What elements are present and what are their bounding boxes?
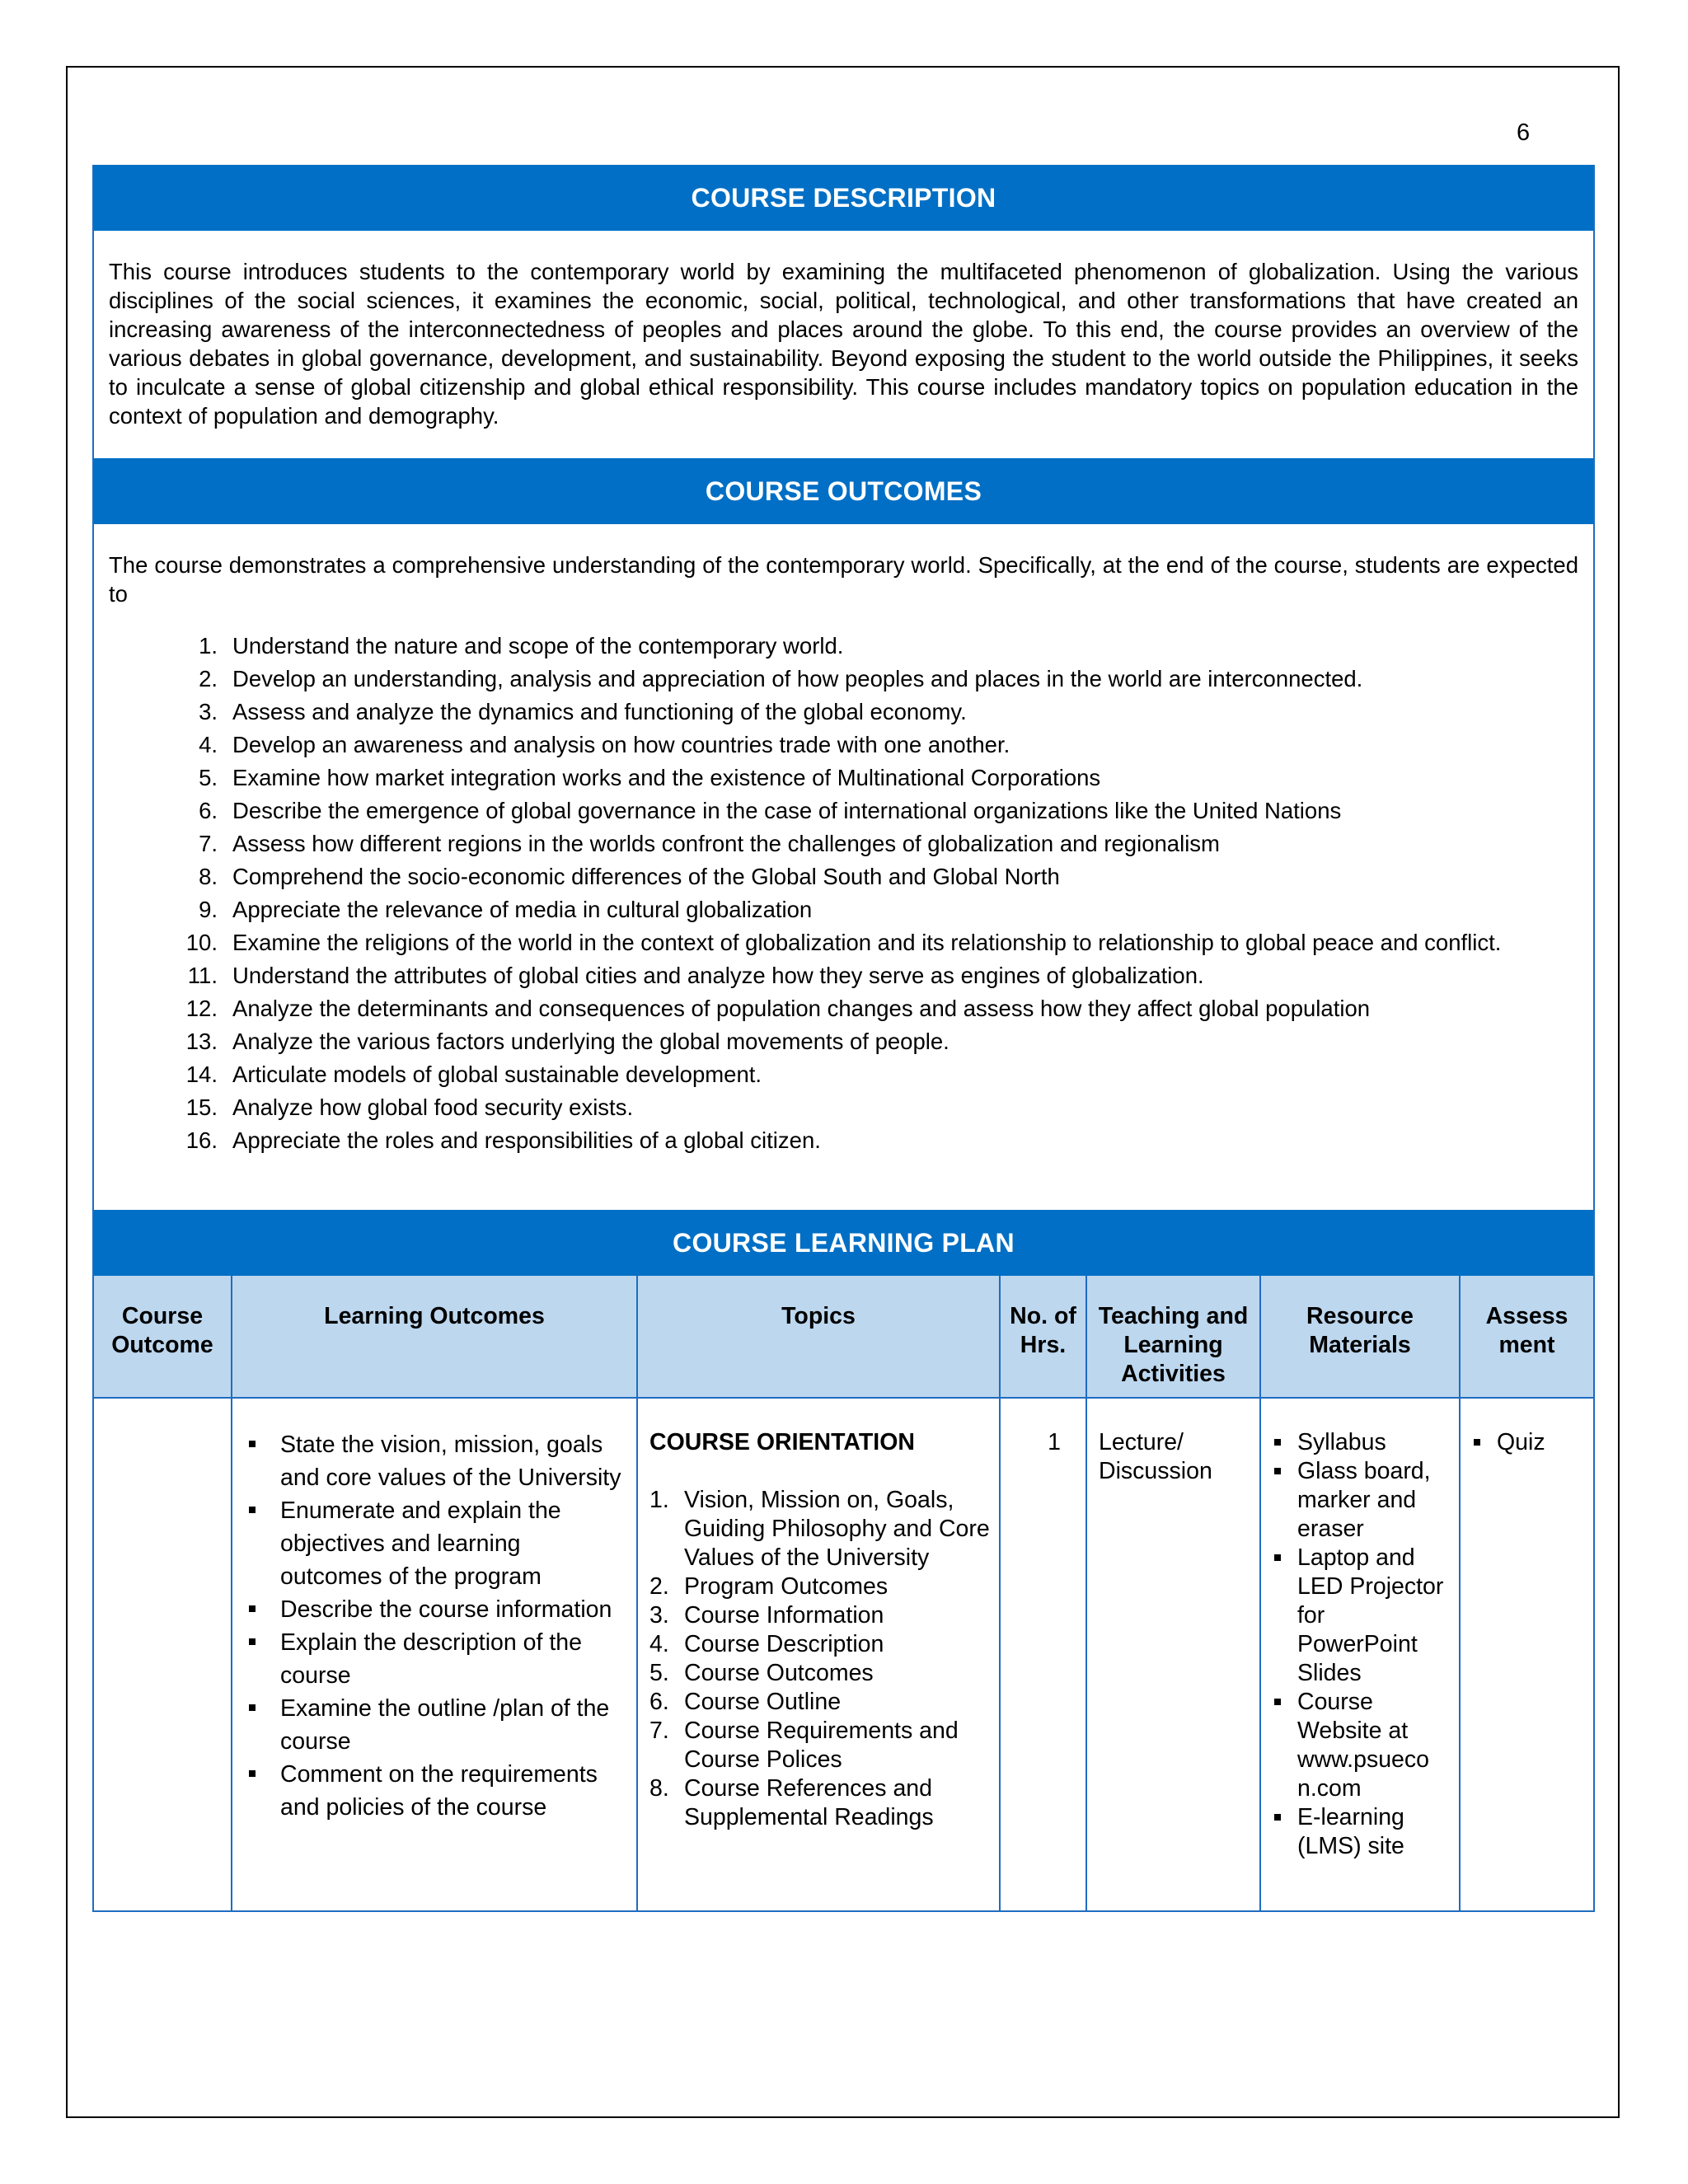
column-header: Assess ment: [1460, 1276, 1593, 1398]
outcome-text: Analyze how global food security exists.: [232, 1094, 634, 1120]
outcome-item: [94, 1124, 1578, 1157]
learning-outcomes-cell: [232, 1398, 637, 1910]
square-bullet-icon: [249, 1441, 256, 1447]
column-header: Topics: [637, 1276, 1000, 1398]
topic-text: Course Description: [684, 1631, 884, 1657]
resource-item: [1273, 1803, 1451, 1861]
assessment-list: [1472, 1428, 1585, 1457]
outcome-number: 9.: [199, 897, 218, 922]
outcome-number: 6.: [199, 798, 218, 823]
outcome-item: [94, 860, 1578, 893]
outcome-number: 13.: [185, 1029, 218, 1054]
outcome-number: 14.: [185, 1062, 218, 1087]
outcome-text: Analyze the various factors underlying the global movements of people.: [232, 1029, 950, 1054]
course-outcomes-list: [94, 630, 1593, 1210]
outcome-text: Develop an understanding, analysis and appreciation of how peoples and places in the world are interconnected.: [232, 666, 1363, 691]
hours-cell: 1: [1000, 1398, 1086, 1910]
resource-item-text: Laptop and LED Projector for PowerPoint Slides: [1297, 1544, 1444, 1686]
outcome-item: [94, 992, 1578, 1025]
resource-item-text: Course Website at www.psueco n.com: [1297, 1689, 1429, 1802]
learning-outcomes-list: [244, 1428, 628, 1824]
resource-item-text: Glass board, marker and eraser: [1297, 1458, 1431, 1542]
learning-plan-table: [94, 1276, 1593, 1910]
outcome-item: [94, 926, 1578, 959]
outcome-number: 1.: [199, 633, 218, 658]
assessment-cell: [1460, 1398, 1593, 1910]
learning-outcome-item-text: Examine the outline /plan of the course: [280, 1695, 610, 1755]
outcome-item: [94, 696, 1578, 729]
learning-outcome-item: [244, 1593, 628, 1626]
square-bullet-icon: [249, 1605, 256, 1612]
resource-item-text: E-learning (LMS) site: [1297, 1804, 1404, 1859]
outcome-text: Assess and analyze the dynamics and functioning of the global economy.: [232, 699, 967, 724]
learning-outcome-item-text: Describe the course information: [280, 1596, 612, 1623]
learning-outcome-item: [244, 1758, 628, 1824]
outcome-text: Understand the nature and scope of the contemporary world.: [232, 633, 844, 658]
topics-title: COURSE ORIENTATION: [649, 1429, 915, 1455]
column-header: Course Outcome: [94, 1276, 232, 1398]
learning-outcome-item: [244, 1692, 628, 1758]
topic-item: [649, 1630, 991, 1659]
column-header: No. of Hrs.: [1000, 1276, 1086, 1398]
outcome-item: [94, 893, 1578, 926]
outcome-item: [94, 959, 1578, 992]
course-outcomes-intro: The course demonstrates a comprehensive understanding of the contemporary world. Specifically, at the end of the course, students are expected to: [109, 552, 1578, 607]
square-bullet-icon: [249, 1507, 256, 1513]
topic-item: [649, 1659, 991, 1688]
square-bullet-icon: [249, 1638, 256, 1645]
learning-outcome-item-text: Explain the description of the course: [280, 1629, 582, 1689]
outcome-text: Develop an awareness and analysis on how countries trade with one another.: [232, 732, 1010, 757]
outcome-item: [94, 1025, 1578, 1058]
topic-text: Course Outline: [684, 1689, 842, 1715]
resources-list: [1273, 1428, 1451, 1861]
course-outcome-cell: [94, 1398, 232, 1910]
activities-cell: Lecture/ Discussion: [1086, 1398, 1260, 1910]
topic-text: Course Outcomes: [684, 1660, 874, 1686]
learning-outcome-item: [244, 1626, 628, 1692]
outcome-text: Analyze the determinants and consequences of population changes and assess how they affect global population: [232, 996, 1371, 1021]
resource-item: [1273, 1688, 1451, 1803]
square-bullet-icon: [1274, 1554, 1281, 1561]
outcome-number: 7.: [199, 831, 218, 856]
topic-item: [649, 1688, 991, 1717]
outcome-number: 5.: [199, 765, 218, 790]
topic-item: [649, 1572, 991, 1601]
topics-list: [649, 1486, 991, 1832]
course-outcomes-header: COURSE OUTCOMES: [94, 458, 1593, 524]
topic-number: 4.: [649, 1631, 669, 1657]
column-header: Resource Materials: [1260, 1276, 1460, 1398]
topic-number: 1.: [649, 1487, 669, 1513]
outcome-text: Examine how market integration works and the existence of Multinational Corporations: [232, 765, 1101, 790]
learning-outcome-item: [244, 1494, 628, 1593]
resource-item-text: Syllabus: [1297, 1429, 1386, 1455]
outcome-text: Comprehend the socio-economic differences of the Global South and Global North: [232, 864, 1060, 889]
outcome-text: Examine the religions of the world in the context of globalization and its relationship to relationship to global peace and conflict.: [232, 930, 1502, 955]
outcome-number: 10.: [185, 930, 218, 955]
topic-number: 8.: [649, 1775, 669, 1802]
outcome-number: 3.: [199, 699, 218, 724]
learning-outcome-item: [244, 1428, 628, 1494]
outcome-text: Appreciate the roles and responsibilities of a global citizen.: [232, 1127, 821, 1153]
outcome-text: Understand the attributes of global cities and analyze how they serve as engines of globalization.: [232, 963, 1204, 988]
topic-text: Program Outcomes: [684, 1573, 889, 1600]
course-description-text: This course introduces students to the contemporary world by examining the multifaceted phenomenon of globalization. Using the various disciplines of the social sciences, it examines the economic, social, political, technological, and other transformations that have created an increasing awareness of the interconnectedness of peoples and places around the globe. To this end, the course provides an overview of the various debates in global governance, development, and sustainability. Beyond exposing the student to the world outside the Philippines, it seeks to inculcate a sense of global citizenship and global ethical responsibility. This course includes mandatory topics on population education in the context of population and demography.: [109, 259, 1578, 429]
column-header: Learning Outcomes: [232, 1276, 637, 1398]
topic-text: Course References and Supplemental Readings: [684, 1775, 934, 1830]
square-bullet-icon: [1274, 1814, 1281, 1821]
square-bullet-icon: [249, 1770, 256, 1777]
topic-text: Course Information: [684, 1602, 884, 1629]
resources-cell: [1260, 1398, 1460, 1910]
learning-plan-header-row: [94, 1276, 1593, 1398]
topic-item: [649, 1486, 991, 1572]
outcome-number: 4.: [199, 732, 218, 757]
outcome-item: [94, 762, 1578, 794]
resource-item: [1273, 1544, 1451, 1688]
learning-outcome-item-text: Comment on the requirements and policies of the course: [280, 1761, 598, 1821]
syllabus-document: [92, 165, 1595, 1912]
topic-number: 7.: [649, 1718, 669, 1744]
outcome-text: Appreciate the relevance of media in cultural globalization: [232, 897, 813, 922]
outcome-number: 11.: [187, 963, 218, 988]
column-header: Teaching and Learning Activities: [1086, 1276, 1260, 1398]
outcome-item: [94, 794, 1578, 827]
learning-outcome-item-text: State the vision, mission, goals and core values of the University: [280, 1432, 621, 1491]
outcome-item: [94, 630, 1578, 663]
resource-item: [1273, 1428, 1451, 1457]
resource-item: [1273, 1457, 1451, 1544]
topics-cell: [637, 1398, 1000, 1910]
square-bullet-icon: [249, 1704, 256, 1711]
outcome-item: [94, 729, 1578, 762]
topic-number: 2.: [649, 1573, 669, 1600]
topic-text: Course Requirements and Course Polices: [684, 1718, 959, 1773]
assessment-item: [1472, 1428, 1585, 1457]
table-row: [94, 1398, 1593, 1910]
outcome-number: 2.: [199, 666, 218, 691]
square-bullet-icon: [1274, 1468, 1281, 1474]
outcome-text: Describe the emergence of global governance in the case of international organizations like the United Nations: [232, 798, 1342, 823]
topic-number: 3.: [649, 1602, 669, 1629]
outcome-item: [94, 1058, 1578, 1091]
assessment-item-text: Quiz: [1497, 1429, 1545, 1455]
square-bullet-icon: [1474, 1439, 1480, 1446]
topic-item: [649, 1774, 991, 1832]
topic-number: 5.: [649, 1660, 669, 1686]
topic-number: 6.: [649, 1689, 669, 1715]
outcome-text: Articulate models of global sustainable development.: [232, 1062, 762, 1087]
square-bullet-icon: [1274, 1699, 1281, 1705]
course-description-header: COURSE DESCRIPTION: [94, 165, 1593, 231]
learning-outcome-item-text: Enumerate and explain the objectives and learning outcomes of the program: [280, 1497, 561, 1590]
square-bullet-icon: [1274, 1439, 1281, 1446]
outcome-number: 8.: [199, 864, 218, 889]
outcome-number: 12.: [185, 996, 218, 1021]
topic-text: Vision, Mission on, Goals, Guiding Philosophy and Core Values of the University: [684, 1487, 990, 1571]
outcome-number: 16.: [185, 1127, 218, 1153]
outcome-item: [94, 827, 1578, 860]
topic-item: [649, 1717, 991, 1774]
page-number: 6: [1517, 120, 1531, 146]
topic-item: [649, 1601, 991, 1630]
learning-plan-header: COURSE LEARNING PLAN: [94, 1210, 1593, 1276]
outcome-text: Assess how different regions in the worlds confront the challenges of globalization and regionalism: [232, 831, 1220, 856]
outcome-item: [94, 663, 1578, 696]
outcome-number: 15.: [185, 1094, 218, 1120]
outcome-item: [94, 1091, 1578, 1124]
